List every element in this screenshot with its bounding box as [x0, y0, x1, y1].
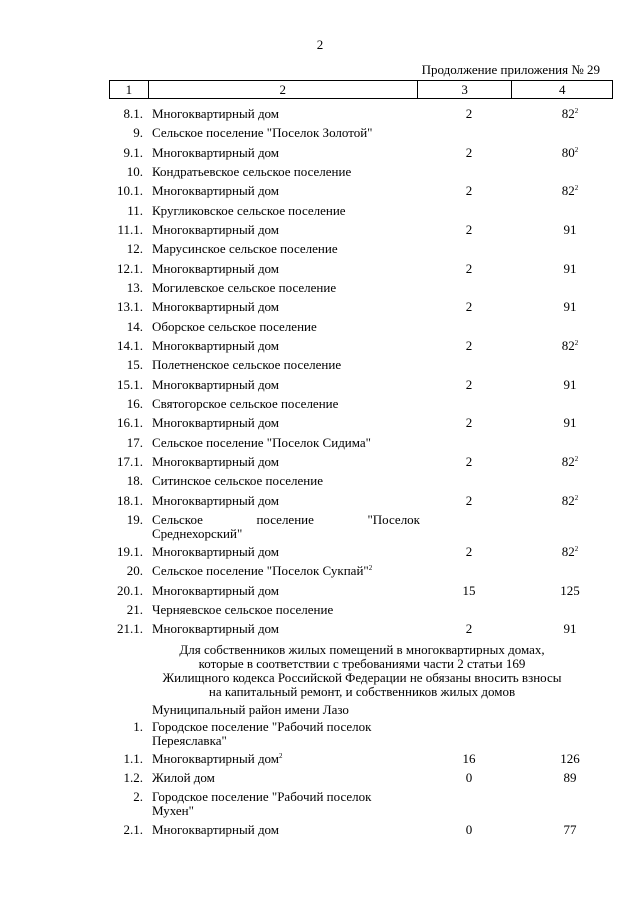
row-name: Святогорское сельское поселение — [152, 396, 339, 411]
superscript: 2 — [574, 146, 579, 154]
row-number: 11.1. — [117, 222, 143, 237]
row-number: 1.1. — [123, 751, 143, 766]
row-col4-value: 91 — [563, 621, 577, 636]
row-col4-value: 89 — [563, 770, 577, 785]
row-col4-value: $82^2$ — [561, 106, 579, 121]
row-name: Многоквартирный дом — [152, 183, 280, 198]
row-col3-value: 0 — [465, 770, 473, 785]
row-name: Многоквартирный дом — [152, 415, 280, 430]
row-col4-value: $82^2$ — [561, 454, 579, 469]
row-name: Многоквартирный дом — [152, 454, 280, 469]
row-number: 15. — [126, 357, 143, 372]
note-block — [110, 643, 614, 699]
row-name: Многоквартирный дом — [152, 106, 280, 121]
row-name-line: Среднехорский" — [152, 526, 243, 541]
row-col3-value: 2 — [465, 415, 473, 430]
row-number: 13. — [126, 280, 143, 295]
row-number: 10. — [126, 164, 143, 179]
row-col3-value: 2 — [465, 261, 473, 276]
row-name: Многоквартирный дом$^2$ — [152, 751, 283, 766]
row-name: Многоквартирный дом — [152, 493, 280, 508]
superscript: 2 — [574, 339, 579, 347]
row-col3-value: 2 — [465, 183, 473, 198]
row-col3-value: 2 — [465, 338, 473, 353]
row-name-line: Городское поселение "Рабочий поселок — [152, 719, 372, 734]
row-name: Жилой дом — [152, 770, 215, 785]
row-name: Многоквартирный дом — [152, 583, 280, 598]
row-number: 19.1. — [117, 544, 143, 559]
row-col3-value: 15 — [462, 583, 476, 598]
row-name — [152, 513, 420, 541]
note-line: которые в соответствии с требованиями части 2 статьи 169 — [198, 656, 526, 671]
row-number: 18.1. — [117, 493, 143, 508]
row-number: 9. — [133, 125, 143, 140]
row-number: 12.1. — [117, 261, 143, 276]
page-number: 2 — [316, 37, 324, 52]
row-col3-value: 2 — [465, 544, 473, 559]
row-col4-value: 91 — [563, 222, 577, 237]
continuation-label: Продолжение приложения № 29 — [421, 62, 600, 77]
row-number: 14. — [126, 319, 143, 334]
row-name: Многоквартирный дом — [152, 222, 280, 237]
row-col3-value: 2 — [465, 621, 473, 636]
row-col4-value: 91 — [563, 261, 577, 276]
row-name: Многоквартирный дом — [152, 544, 280, 559]
row-col4-value: $82^2$ — [561, 493, 579, 508]
note-line: Жилищного кодекса Российской Федерации не обязаны вносить взносы — [162, 670, 562, 685]
row-col3-value: 2 — [465, 299, 473, 314]
header-col-1: 1 — [110, 81, 149, 98]
row-number: 8.1. — [123, 106, 143, 121]
superscript: 2 — [574, 184, 579, 192]
row-number: 16. — [126, 396, 143, 411]
row-name: Многоквартирный дом — [152, 299, 280, 314]
row-col4-value: $80^2$ — [561, 145, 579, 160]
header-col-4: 4 — [558, 82, 566, 97]
row-col3-value: 2 — [465, 145, 473, 160]
note-line: Для собственников жилых помещений в многоквартирных домах, — [179, 642, 545, 657]
row-name: Полетненское сельское поселение — [152, 357, 342, 372]
row-name — [152, 720, 420, 748]
row-col3-value: 0 — [465, 822, 473, 837]
row-number: 17.1. — [117, 454, 143, 469]
row-name: Черняевское сельское поселение — [152, 602, 334, 617]
row-name-line: Городское поселение "Рабочий поселок — [152, 789, 372, 804]
row-col4-value: 91 — [563, 415, 577, 430]
row-name-line: Мухен" — [152, 803, 194, 818]
row-number: 15.1. — [117, 377, 143, 392]
superscript: 2 — [574, 494, 579, 502]
row-col3-value: 2 — [465, 377, 473, 392]
row-number: 16.1. — [117, 415, 143, 430]
row-col4-value: $82^2$ — [561, 338, 579, 353]
row-name: Кондратьевское сельское поселение — [152, 164, 352, 179]
row-number: 12. — [126, 241, 143, 256]
row-col3-value: 2 — [465, 454, 473, 469]
row-number: 1. — [133, 719, 143, 734]
superscript: 2 — [574, 107, 579, 115]
row-number: 19. — [126, 512, 143, 527]
row-col3-value: 2 — [465, 493, 473, 508]
row-name-line: Переяславка" — [152, 733, 227, 748]
row-number: 17. — [126, 435, 143, 450]
row-col4-value: 126 — [560, 751, 580, 766]
row-name: Многоквартирный дом — [152, 261, 280, 276]
superscript: 2 — [368, 564, 373, 572]
row-col4-value: $82^2$ — [561, 544, 579, 559]
row-name: Кругликовское сельское поселение — [152, 203, 346, 218]
row-name: Многоквартирный дом — [152, 338, 280, 353]
row-number: 2. — [133, 789, 143, 804]
row-number: 14.1. — [117, 338, 143, 353]
row-number: 18. — [126, 473, 143, 488]
row-col4-value: 91 — [563, 299, 577, 314]
superscript: 2 — [574, 455, 579, 463]
header-col-2: 2 — [149, 81, 418, 98]
row-number: 11. — [127, 203, 143, 218]
row-name: Сельское поселение "Поселок Сукпай"$^2$ — [152, 563, 373, 578]
row-name: Марусинское сельское поселение — [152, 241, 338, 256]
row-col4-value: 125 — [560, 583, 580, 598]
row-number: 2.1. — [123, 822, 143, 837]
row-name: Оборское сельское поселение — [152, 319, 317, 334]
row-name: Многоквартирный дом — [152, 377, 280, 392]
row-number: 20. — [126, 563, 143, 578]
row-col3-value: 2 — [465, 222, 473, 237]
row-number: 9.1. — [123, 145, 143, 160]
row-name: Сельское поселение "Поселок Сидима" — [152, 435, 371, 450]
row-name: Могилевское сельское поселение — [152, 280, 337, 295]
superscript: 2 — [279, 752, 283, 760]
row-col3-value: 16 — [462, 751, 476, 766]
superscript: 2 — [574, 545, 579, 553]
row-number: 21. — [126, 602, 143, 617]
row-name: Ситинское сельское поселение — [152, 473, 323, 488]
row-number: 13.1. — [117, 299, 143, 314]
row-name: Сельское поселение "Поселок Золотой" — [152, 125, 373, 140]
row-col3-value: 2 — [465, 106, 473, 121]
header-col-3: 3 — [418, 81, 513, 98]
row-number: 1.2. — [123, 770, 143, 785]
row-number: 20.1. — [117, 583, 143, 598]
row-name: Многоквартирный дом — [152, 145, 280, 160]
note-line: на капитальный ремонт, и собственников жилых домов — [208, 684, 516, 699]
row-name — [152, 790, 420, 818]
row-col4-value: 77 — [563, 822, 577, 837]
district-heading: Муниципальный район имени Лазо — [152, 702, 349, 717]
row-name-line: Сельское поселение "Поселок — [152, 512, 420, 527]
row-number: 21.1. — [117, 621, 143, 636]
table-header — [109, 80, 613, 99]
row-name: Многоквартирный дом — [152, 621, 280, 636]
row-number: 10.1. — [117, 183, 143, 198]
row-col4-value: $82^2$ — [561, 183, 579, 198]
row-name: Многоквартирный дом — [152, 822, 280, 837]
row-col4-value: 91 — [563, 377, 577, 392]
